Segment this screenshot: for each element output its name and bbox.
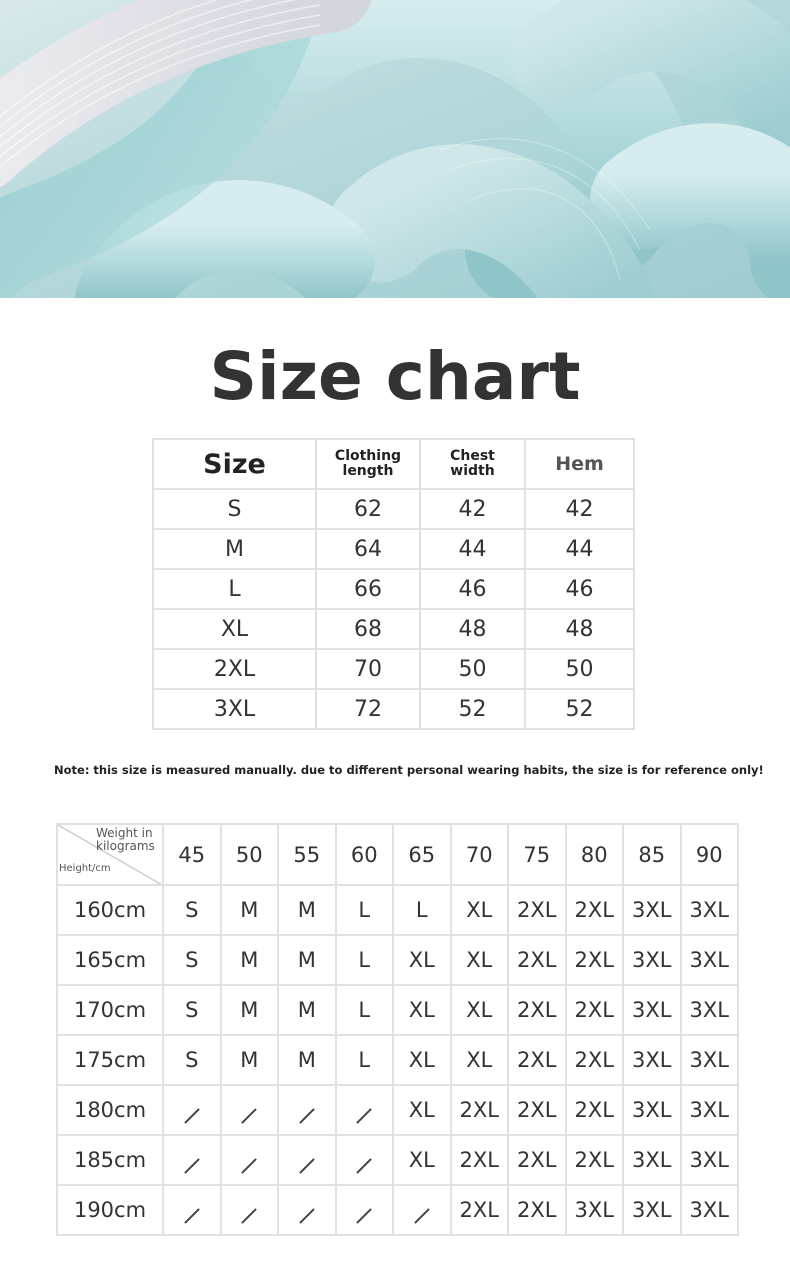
weight-column-header: 80: [566, 824, 624, 885]
recommended-size-cell: XL: [451, 985, 509, 1035]
hem-cell: 52: [525, 689, 634, 729]
size-recommendation-table: [56, 823, 739, 1236]
recommended-size-cell: L: [393, 885, 451, 935]
size-cell: S: [153, 489, 316, 529]
size-column-header: Size: [153, 439, 316, 489]
slash-icon: [241, 1108, 257, 1124]
clothing-length-cell: 62: [316, 489, 420, 529]
not-available-cell: [221, 1085, 279, 1135]
table-row: [153, 649, 634, 689]
recommended-size-cell: M: [221, 885, 279, 935]
recommended-size-cell: XL: [393, 985, 451, 1035]
table-row: [57, 1085, 738, 1135]
weight-header-row: [57, 824, 738, 885]
not-available-cell: [278, 1135, 336, 1185]
height-row-label: 185cm: [57, 1135, 163, 1185]
slash-icon: [299, 1158, 315, 1174]
slash-icon: [299, 1208, 315, 1224]
recommended-size-cell: M: [278, 985, 336, 1035]
recommended-size-cell: M: [221, 1035, 279, 1085]
not-available-cell: [336, 1135, 394, 1185]
clothing-length-column-header: Clothing length: [316, 439, 420, 489]
recommended-size-cell: 3XL: [681, 1185, 739, 1235]
recommended-size-cell: XL: [393, 1085, 451, 1135]
weight-column-header: 90: [681, 824, 739, 885]
chest-width-cell: 42: [420, 489, 525, 529]
recommended-size-cell: 2XL: [566, 1135, 624, 1185]
height-row-label: 175cm: [57, 1035, 163, 1085]
height-row-label: 165cm: [57, 935, 163, 985]
slash-icon: [184, 1108, 200, 1124]
weight-column-header: 70: [451, 824, 509, 885]
recommended-size-cell: 2XL: [508, 1035, 566, 1085]
hero-banner-image: [0, 0, 790, 298]
recommended-size-cell: L: [336, 935, 394, 985]
chest-width-cell: 44: [420, 529, 525, 569]
table-row: [57, 1035, 738, 1085]
table-row: [57, 935, 738, 985]
size-cell: 2XL: [153, 649, 316, 689]
recommended-size-cell: 2XL: [451, 1085, 509, 1135]
not-available-cell: [163, 1085, 221, 1135]
recommended-size-cell: M: [278, 935, 336, 985]
recommended-size-cell: 2XL: [508, 935, 566, 985]
recommended-size-cell: 2XL: [566, 985, 624, 1035]
clothing-length-cell: 72: [316, 689, 420, 729]
recommended-size-cell: XL: [451, 935, 509, 985]
not-available-cell: [393, 1185, 451, 1235]
recommended-size-cell: XL: [451, 885, 509, 935]
slash-icon: [356, 1108, 372, 1124]
height-row-label: 170cm: [57, 985, 163, 1035]
slash-icon: [184, 1208, 200, 1224]
hem-cell: 42: [525, 489, 634, 529]
height-axis-label: Height/cm: [59, 863, 111, 874]
weight-column-header: 45: [163, 824, 221, 885]
recommended-size-cell: S: [163, 885, 221, 935]
size-table-header-row: [153, 439, 634, 489]
not-available-cell: [221, 1185, 279, 1235]
recommended-size-cell: 3XL: [623, 1085, 681, 1135]
recommended-size-cell: 3XL: [681, 1085, 739, 1135]
chest-width-cell: 46: [420, 569, 525, 609]
slash-icon: [299, 1108, 315, 1124]
slash-icon: [356, 1208, 372, 1224]
recommended-size-cell: L: [336, 1035, 394, 1085]
clothing-length-cell: 64: [316, 529, 420, 569]
slash-icon: [356, 1158, 372, 1174]
knotted-tubes-illustration: [0, 0, 790, 298]
recommended-size-cell: 2XL: [508, 1185, 566, 1235]
recommended-size-cell: 3XL: [623, 935, 681, 985]
recommended-size-cell: 3XL: [623, 985, 681, 1035]
recommended-size-cell: 2XL: [508, 1085, 566, 1135]
recommended-size-cell: 3XL: [623, 1035, 681, 1085]
table-row: [57, 1185, 738, 1235]
chest-width-column-header: Chest width: [420, 439, 525, 489]
recommended-size-cell: 3XL: [681, 1135, 739, 1185]
slash-icon: [184, 1158, 200, 1174]
recommended-size-cell: 2XL: [508, 885, 566, 935]
height-row-label: 160cm: [57, 885, 163, 935]
not-available-cell: [278, 1085, 336, 1135]
height-row-label: 180cm: [57, 1085, 163, 1135]
weight-column-header: 85: [623, 824, 681, 885]
recommended-size-cell: 2XL: [451, 1135, 509, 1185]
slash-icon: [241, 1158, 257, 1174]
not-available-cell: [221, 1135, 279, 1185]
not-available-cell: [163, 1185, 221, 1235]
not-available-cell: [336, 1085, 394, 1135]
chest-width-cell: 52: [420, 689, 525, 729]
recommended-size-cell: 2XL: [566, 1085, 624, 1135]
recommended-size-cell: 3XL: [623, 1185, 681, 1235]
recommended-size-cell: XL: [393, 1135, 451, 1185]
recommended-size-cell: XL: [451, 1035, 509, 1085]
slash-icon: [414, 1208, 430, 1224]
weight-column-header: 75: [508, 824, 566, 885]
table-row: [153, 569, 634, 609]
not-available-cell: [336, 1185, 394, 1235]
table-row: [57, 985, 738, 1035]
page-title: Size chart: [209, 338, 581, 415]
recommended-size-cell: M: [278, 1035, 336, 1085]
chest-width-cell: 50: [420, 649, 525, 689]
table-row: [153, 529, 634, 569]
table-row: [153, 609, 634, 649]
weight-column-header: 65: [393, 824, 451, 885]
weight-column-header: 55: [278, 824, 336, 885]
recommended-size-cell: 2XL: [508, 1135, 566, 1185]
recommended-size-cell: M: [278, 885, 336, 935]
not-available-cell: [163, 1135, 221, 1185]
recommended-size-cell: L: [336, 885, 394, 935]
table-row: [153, 689, 634, 729]
clothing-length-cell: 68: [316, 609, 420, 649]
hem-cell: 48: [525, 609, 634, 649]
recommended-size-cell: 2XL: [508, 985, 566, 1035]
clothing-length-cell: 70: [316, 649, 420, 689]
recommended-size-cell: M: [221, 935, 279, 985]
hem-column-header: Hem: [525, 439, 634, 489]
table-row: [57, 1135, 738, 1185]
size-cell: L: [153, 569, 316, 609]
recommended-size-cell: 3XL: [681, 935, 739, 985]
table-row: [153, 489, 634, 529]
recommended-size-cell: 2XL: [566, 1035, 624, 1085]
size-cell: XL: [153, 609, 316, 649]
recommended-size-cell: 2XL: [566, 935, 624, 985]
recommended-size-cell: 2XL: [566, 885, 624, 935]
recommended-size-cell: L: [336, 985, 394, 1035]
recommended-size-cell: S: [163, 1035, 221, 1085]
recommended-size-cell: M: [221, 985, 279, 1035]
recommended-size-cell: S: [163, 935, 221, 985]
recommended-size-cell: 3XL: [623, 885, 681, 935]
height-row-label: 190cm: [57, 1185, 163, 1235]
chest-width-cell: 48: [420, 609, 525, 649]
not-available-cell: [278, 1185, 336, 1235]
size-cell: M: [153, 529, 316, 569]
recommended-size-cell: 3XL: [623, 1135, 681, 1185]
weight-column-header: 60: [336, 824, 394, 885]
hem-cell: 46: [525, 569, 634, 609]
slash-icon: [241, 1208, 257, 1224]
reference-note: Note: this size is measured manually. due to different personal wearing habits, the size is for reference only!: [54, 763, 764, 777]
recommended-size-cell: S: [163, 985, 221, 1035]
recommended-size-cell: 3XL: [681, 985, 739, 1035]
size-measurement-table: [152, 438, 635, 730]
recommended-size-cell: XL: [393, 1035, 451, 1085]
hem-cell: 44: [525, 529, 634, 569]
clothing-length-cell: 66: [316, 569, 420, 609]
weight-axis-label: Weight in kilograms: [96, 826, 155, 853]
recommended-size-cell: 2XL: [451, 1185, 509, 1235]
table-row: [57, 885, 738, 935]
corner-header-cell: [57, 824, 163, 885]
recommended-size-cell: 3XL: [681, 885, 739, 935]
recommended-size-cell: 3XL: [681, 1035, 739, 1085]
recommended-size-cell: 3XL: [566, 1185, 624, 1235]
recommended-size-cell: XL: [393, 935, 451, 985]
size-cell: 3XL: [153, 689, 316, 729]
hem-cell: 50: [525, 649, 634, 689]
weight-column-header: 50: [221, 824, 279, 885]
